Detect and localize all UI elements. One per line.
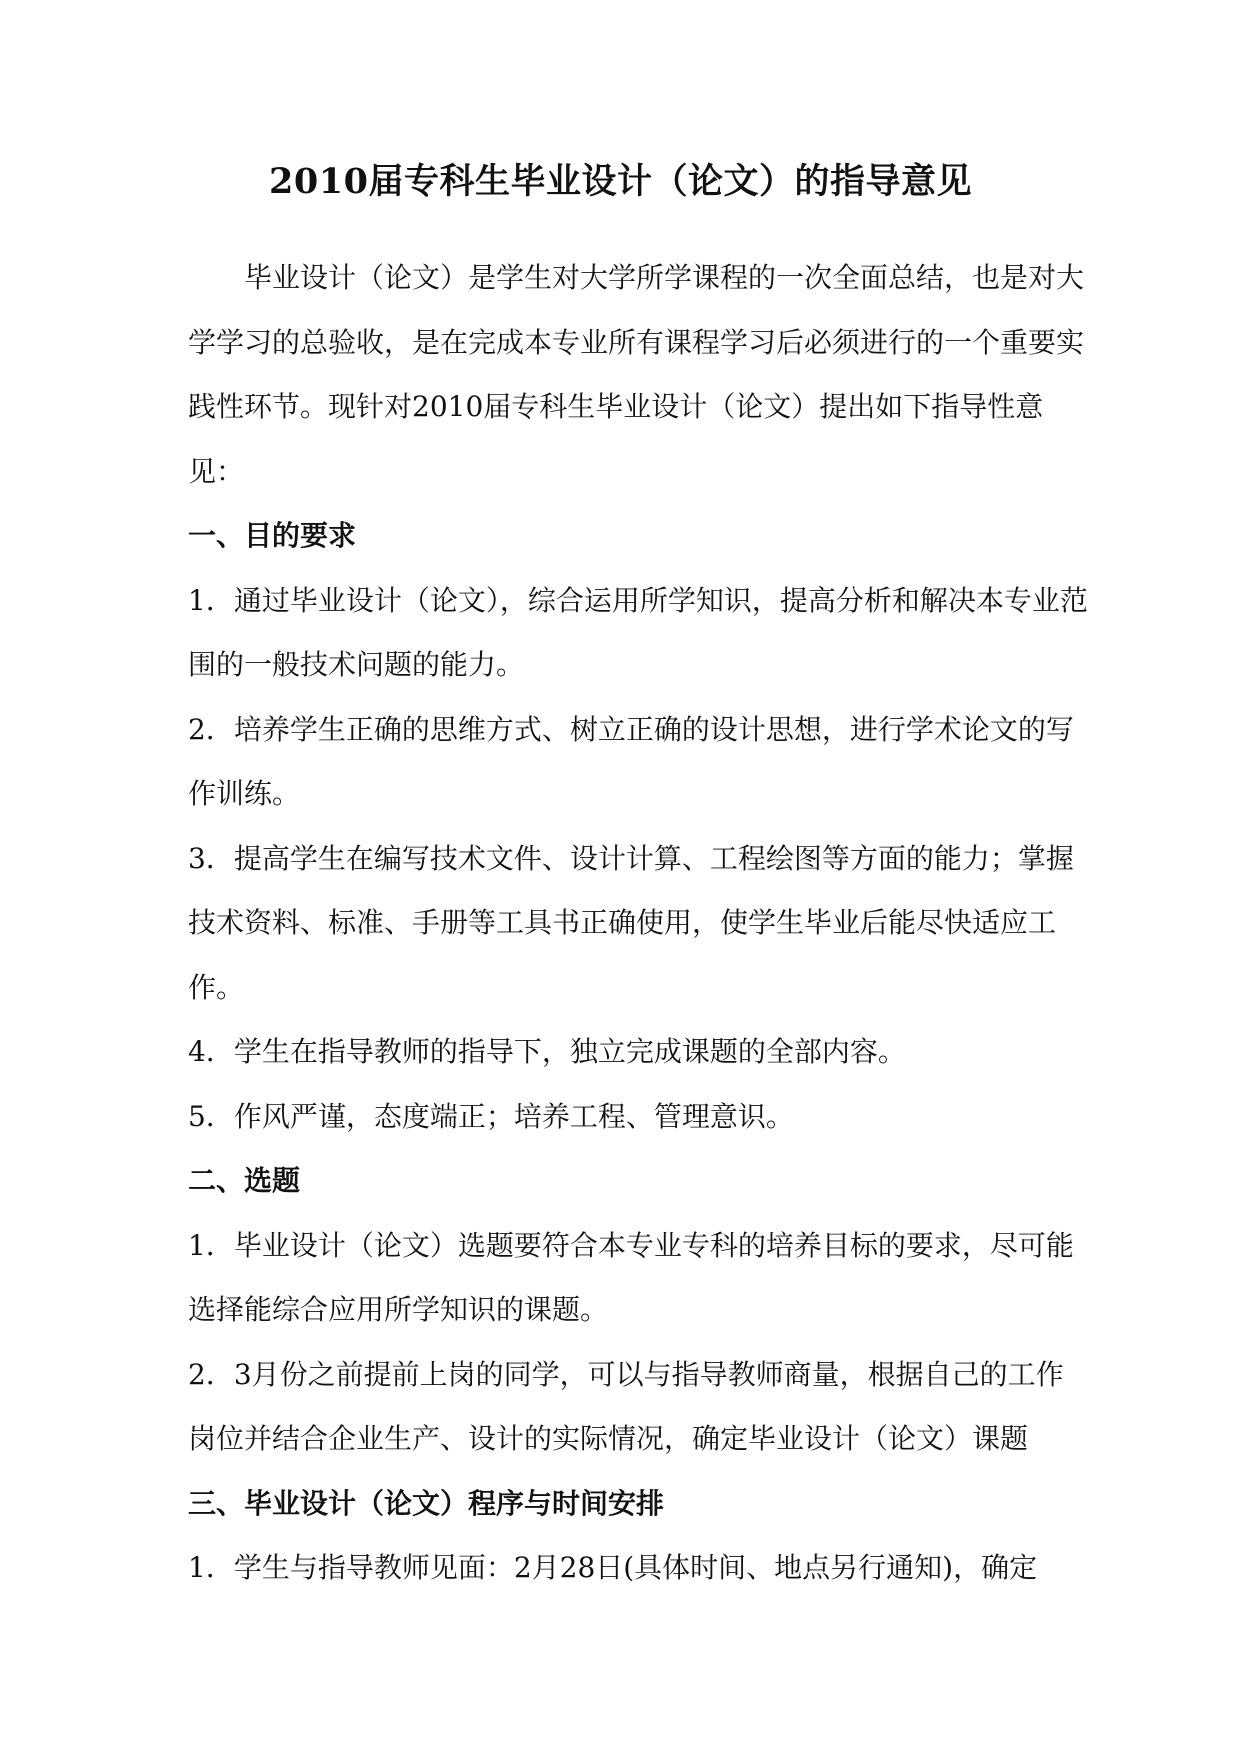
section-heading-topic: 二、选题 [188,1164,301,1197]
goals-item-2: 2．培养学生正确的思维方式、树立正确的设计思想，进行学术论文的写作训练。 [188,712,1074,810]
topic-item-2: 2．3月份之前提前上岗的同学，可以与指导教师商量，根据自己的工作岗位并结合企业生产、设计的实际情况，确定毕业设计（论文）课题 [188,1357,1064,1455]
document-title: 2010届专科生毕业设计（论文）的指导意见 [269,161,972,202]
goals-item-3: 3．提高学生在编写技术文件、设计计算、工程绘图等方面的能力；掌握技术资料、标准、手册等工具书正确使用，使学生毕业后能尽快适应工作。 [188,841,1074,1004]
schedule-item-1: 1．学生与指导教师见面：2月28日(具体时间、地点另行通知)，确定 [188,1551,1038,1584]
intro-paragraph: 毕业设计（论文）是学生对大学所学课程的一次全面总结，也是对大学学习的总验收，是在完成本专业所有课程学习后必须进行的一个重要实践性环节。现针对2010届专科生毕业设计（论文）提出如下指导性意见： [188,261,1085,488]
goals-item-1: 1．通过毕业设计（论文），综合运用所学知识，提高分析和解决本专业范围的一般技术问题的能力。 [188,583,1088,681]
goals-item-5: 5．作风严谨，态度端正；培养工程、管理意识。 [188,1099,794,1133]
document-body [188,246,1088,1601]
goals-item-4: 4．学生在指导教师的指导下，独立完成课题的全部内容。 [188,1035,906,1068]
section-heading-schedule: 三、毕业设计（论文）程序与时间安排 [188,1486,665,1520]
topic-item-1: 1．毕业设计（论文）选题要符合本专业专科的培养目标的要求，尽可能选择能综合应用所学知识的课题。 [188,1228,1074,1326]
section-heading-goals: 一、目的要求 [188,519,357,552]
